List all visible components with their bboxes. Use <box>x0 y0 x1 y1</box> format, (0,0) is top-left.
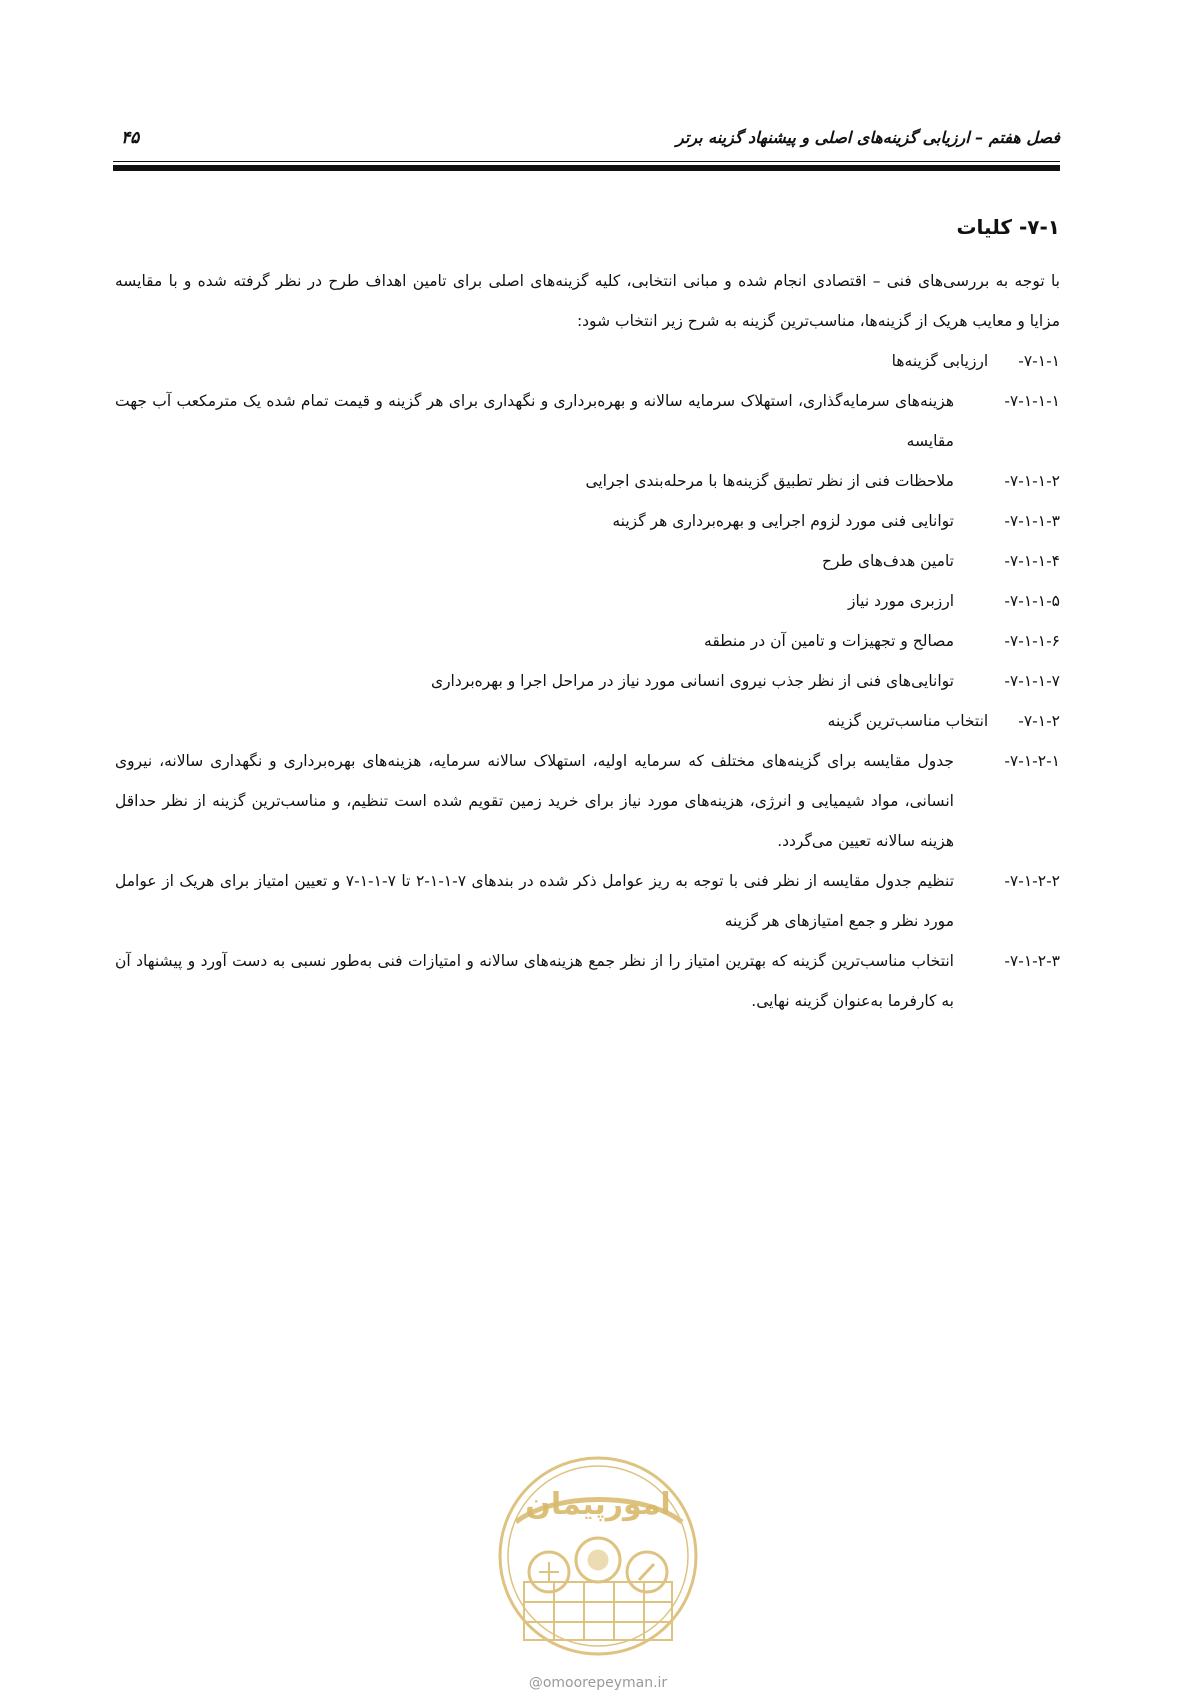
list-item <box>115 581 1060 621</box>
item-text: ملاحظات فنی از نظر تطبیق گزینه‌ها با مرحله‌بندی اجرایی <box>585 472 954 490</box>
list-item <box>115 461 1060 501</box>
document-body <box>115 215 1060 1021</box>
list-item <box>115 381 1060 461</box>
chapter-title: فصل هفتم – ارزیابی گزینه‌های اصلی و پیشنهاد گزینه برتر <box>676 128 1060 147</box>
item-text: توانایی‌های فنی از نظر جذب نیروی انسانی مورد نیاز در مراحل اجرا و بهره‌برداری <box>430 672 954 690</box>
item-text: تنظیم جدول مقایسه از نظر فنی با توجه به ریز عوامل ذکر شده در بندهای ۷-۱-۱-۲ تا ۷-۱-۱-۷ و تعیین امتیاز برای هریک از عوامل مورد نظر و جمع امتیازهای هر گزینه <box>115 872 955 930</box>
item-number: ۷-۱-۱-۵- <box>1004 592 1060 610</box>
seal-text: امورپیمان <box>525 1487 671 1522</box>
subsection-heading <box>115 341 1060 381</box>
at-sign-icon: @ <box>528 1675 543 1691</box>
subsection-number: ۷-۱-۲- <box>1018 712 1060 730</box>
watermark-seal <box>494 1452 702 1660</box>
item-number: ۷-۱-۲-۳- <box>1004 952 1060 970</box>
subsection-title: انتخاب مناسب‌ترین گزینه <box>827 712 989 730</box>
item-number: ۷-۱-۱-۳- <box>1004 512 1060 530</box>
item-number: ۷-۱-۲-۲- <box>1004 872 1060 890</box>
item-text: مصالح و تجهیزات و تامین آن در منطقه <box>704 632 954 650</box>
item-text: ارزبری مورد نیاز <box>847 592 954 610</box>
item-text: انتخاب مناسب‌ترین گزینه که بهترین امتیاز را از نظر جمع هزینه‌های سالانه و امتیازات فنی به‌طور نسبی به دست آورد و پیشنهاد آن به کارفرما به‌عنوان گزینه نهایی. <box>115 952 954 1010</box>
page-header <box>115 128 1060 158</box>
subsection-number: ۷-۱-۱- <box>1018 352 1060 370</box>
item-number: ۷-۱-۱-۲- <box>1004 472 1060 490</box>
item-text: تامین هدف‌های طرح <box>822 552 954 570</box>
list-item <box>115 861 1060 941</box>
header-divider-thin <box>113 161 1060 162</box>
item-number: ۷-۱-۱-۱- <box>1004 392 1060 410</box>
section-heading: ۷-۱- کلیات <box>956 215 1060 239</box>
site-text: omoorepeyman.ir <box>542 1675 668 1691</box>
item-text: توانایی فنی مورد لزوم اجرایی و بهره‌برداری هر گزینه <box>612 512 954 530</box>
list-item <box>115 501 1060 541</box>
item-number: ۷-۱-۱-۶- <box>1004 632 1060 650</box>
item-number: ۷-۱-۱-۴- <box>1004 552 1060 570</box>
header-divider-thick <box>113 165 1060 171</box>
list-item <box>115 621 1060 661</box>
list-item <box>115 741 1060 861</box>
intro-paragraph: با توجه به بررسی‌های فنی – اقتصادی انجام شده و مبانی انتخابی، کلیه گزینه‌های اصلی برای تامین اهداف طرح در نظر گرفته شده و با مقایسه مزایا و معایب هریک از گزینه‌ها، مناسب‌ترین گزینه به شرح زیر انتخاب شود: <box>115 272 1060 330</box>
subsection-title: ارزیابی گزینه‌ها <box>891 352 989 370</box>
item-number: ۷-۱-۲-۱- <box>1004 752 1060 770</box>
item-text: جدول مقایسه برای گزینه‌های مختلف که سرمایه اولیه، استهلاک سالانه سرمایه، هزینه‌های بهره‌برداری و نگهداری سالانه، نیروی انسانی، مواد شیمیایی و انرژی، هزینه‌های مورد نیاز برای خرید زمین تقویم شده است تنظیم، و مناسب‌ترین گزینه از نظر حداقل هزینه سالانه تعیین می‌گردد. <box>115 752 954 850</box>
list-item <box>115 941 1060 1021</box>
list-item <box>115 541 1060 581</box>
page-number: ۴۵ <box>121 128 140 148</box>
watermark-site <box>478 1675 718 1691</box>
item-text: هزینه‌های سرمایه‌گذاری، استهلاک سرمایه سالانه و بهره‌برداری و نگهداری برای هر گزینه و قیمت تمام شده یک مترمکعب آب جهت مقایسه <box>115 392 954 450</box>
item-number: ۷-۱-۱-۷- <box>1004 672 1060 690</box>
subsection-heading <box>115 701 1060 741</box>
list-item <box>115 661 1060 701</box>
